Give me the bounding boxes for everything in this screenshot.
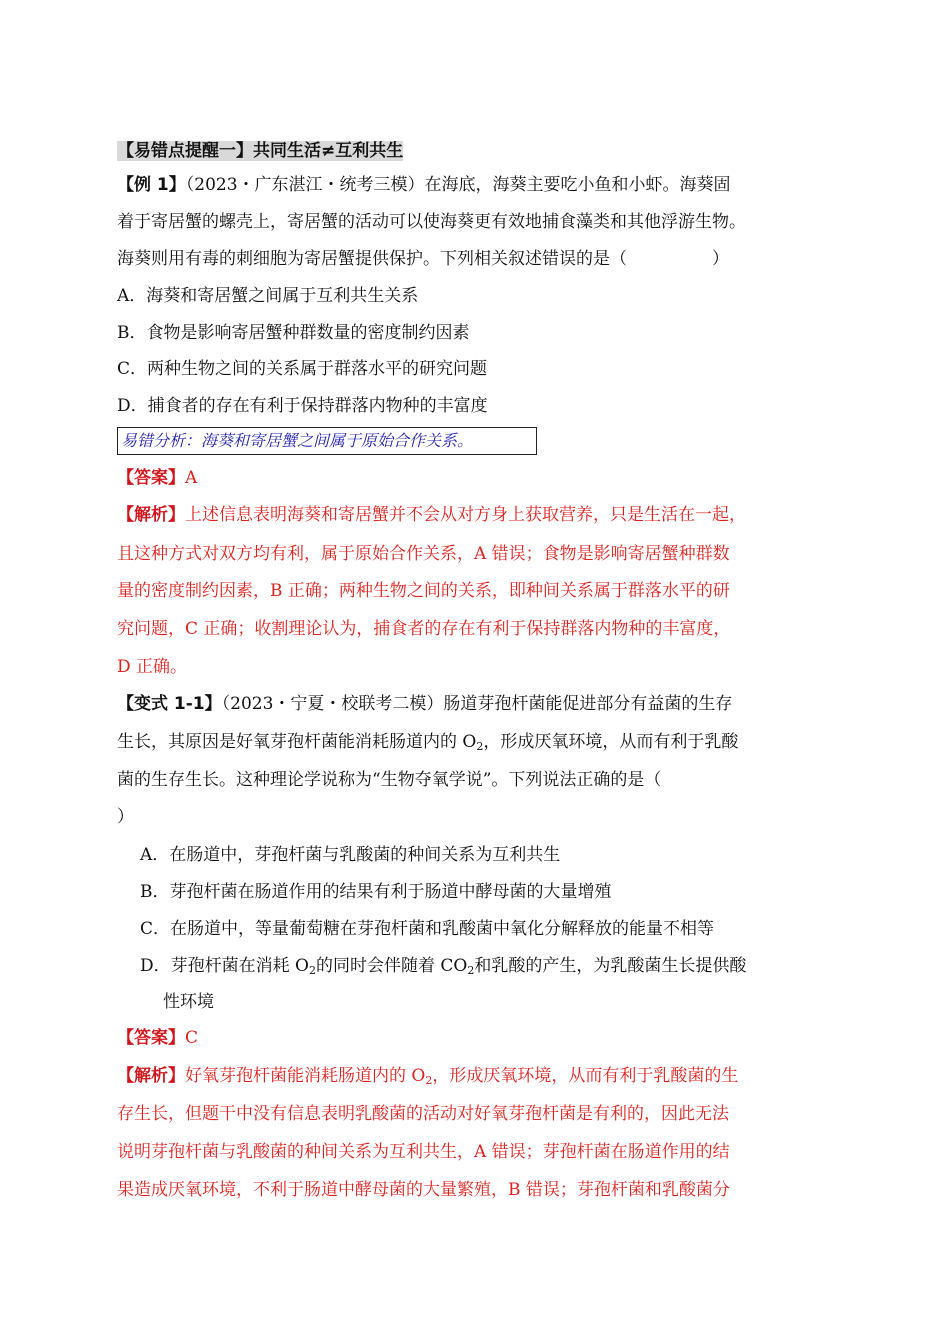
answer-label: 【答案】 (117, 1028, 185, 1048)
variant1-option-d-cont: 性环境 (163, 992, 214, 1012)
variant1-explain-1b: ，形成厌氧环境，从而有利于乳酸菌的生 (432, 1066, 739, 1086)
variant1-explain-2: 存生长，但题干中没有信息表明乳酸菌的活动对好氧芽孢杆菌是有利的，因此无法 (117, 1104, 729, 1124)
example1-option-a: A．海葵和寄居蟹之间属于互利共生关系 (117, 286, 419, 306)
example1-option-d: D．捕食者的存在有利于保持群落内物种的丰富度 (117, 396, 488, 416)
example1-explain-3: 量的密度制约因素，B 正确；两种生物之间的关系，即种间关系属于群落水平的研 (117, 581, 730, 601)
variant1-tag: 【变式 1-1】 (117, 694, 222, 714)
variant1-text-2a: 生长，其原因是好氧芽孢杆菌能消耗肠道内的 O (117, 732, 477, 752)
variant1-explain-1a: 好氧芽孢杆菌能消耗肠道内的 O (185, 1066, 426, 1086)
optd-sub-1: 2 (308, 964, 316, 977)
example1-explain-5: D 正确。 (117, 657, 188, 677)
example1-explain-4: 究问题，C 正确；收割理论认为，捕食者的存在有利于保持群落内物种的丰富度， (117, 619, 731, 639)
answer-value: C (185, 1028, 199, 1048)
section-heading (117, 140, 403, 162)
optd-text-a: D．芽孢杆菌在消耗 O (140, 956, 309, 976)
variant1-option-d (140, 955, 746, 977)
example1-explain-1 (117, 504, 746, 526)
example1-line-1 (117, 174, 731, 196)
variant1-option-c: C．在肠道中，等量葡萄糖在芽孢杆菌和乳酸菌中氧化分解释放的能量不相等 (140, 919, 715, 939)
example1-text-1: （2023・广东湛江・统考三模）在海底，海葵主要吃小鱼和小虾。海葵固 (185, 175, 731, 195)
optd-text-b: 的同时会伴随着 CO (315, 956, 468, 976)
heading-text: 【易错点提醒一】共同生活≠互利共生 (117, 141, 404, 161)
example1-option-c: C．两种生物之间的关系属于群落水平的研究问题 (117, 359, 488, 379)
example1-answer (117, 467, 197, 489)
variant1-sub-o2: 2 (476, 740, 484, 753)
variant1-text-1: （2023・宁夏・校联考二模）肠道芽孢杆菌能促进部分有益菌的生存 (221, 694, 733, 714)
example1-option-b: B．食物是影响寄居蟹种群数量的密度制约因素 (117, 323, 470, 343)
variant1-answer (117, 1027, 198, 1049)
explain-label: 【解析】 (117, 1066, 185, 1086)
optd-text-c: 和乳酸的产生，为乳酸菌生长提供酸 (474, 956, 747, 976)
example1-line-3: 海葵则用有毒的刺细胞为寄居蟹提供保护。下列相关叙述错误的是（ ） (117, 249, 729, 269)
variant1-line-4: ） (117, 807, 134, 827)
answer-label: 【答案】 (117, 468, 185, 488)
optd-sub-2: 2 (467, 964, 475, 977)
variant1-option-a: A．在肠道中，芽孢杆菌与乳酸菌的种间关系为互利共生 (140, 845, 561, 865)
example1-tag: 【例 1】 (117, 175, 186, 195)
variant1-line-1 (117, 693, 732, 715)
variant1-explain-sub: 2 (425, 1074, 433, 1087)
example1-explain-2: 且这种方式对双方均有利，属于原始合作关系，A 错误；食物是影响寄居蟹种群数 (117, 544, 730, 564)
answer-value: A (185, 468, 198, 488)
variant1-line-2 (117, 731, 738, 753)
variant1-line-3: 菌的生存生长。这种理论学说称为“生物夺氧学说”。下列说法正确的是（ (117, 770, 662, 790)
example1-line-2: 着于寄居蟹的螺壳上，寄居蟹的活动可以使海葵更有效地捕食藻类和其他浮游生物。 (117, 212, 746, 232)
variant1-text-2b: ，形成厌氧环境，从而有利于乳酸 (483, 732, 739, 752)
variant1-explain-1 (117, 1065, 738, 1087)
explain-label: 【解析】 (117, 505, 185, 525)
variant1-explain-4: 果造成厌氧环境，不利于肠道中酵母菌的大量繁殖，B 错误；芽孢杆菌和乳酸菌分 (117, 1180, 730, 1200)
error-analysis-text: 易错分析：海葵和寄居蟹之间属于原始合作关系。 (121, 431, 474, 450)
variant1-explain-3: 说明芽孢杆菌与乳酸菌的种间关系为互利共生，A 错误；芽孢杆菌在肠道作用的结 (117, 1142, 730, 1162)
explain-text-1: 上述信息表明海葵和寄居蟹并不会从对方身上获取营养，只是生活在一起， (185, 505, 746, 525)
variant1-option-b: B．芽孢杆菌在肠道作用的结果有利于肠道中酵母菌的大量增殖 (140, 882, 612, 902)
error-analysis-box (117, 427, 537, 455)
